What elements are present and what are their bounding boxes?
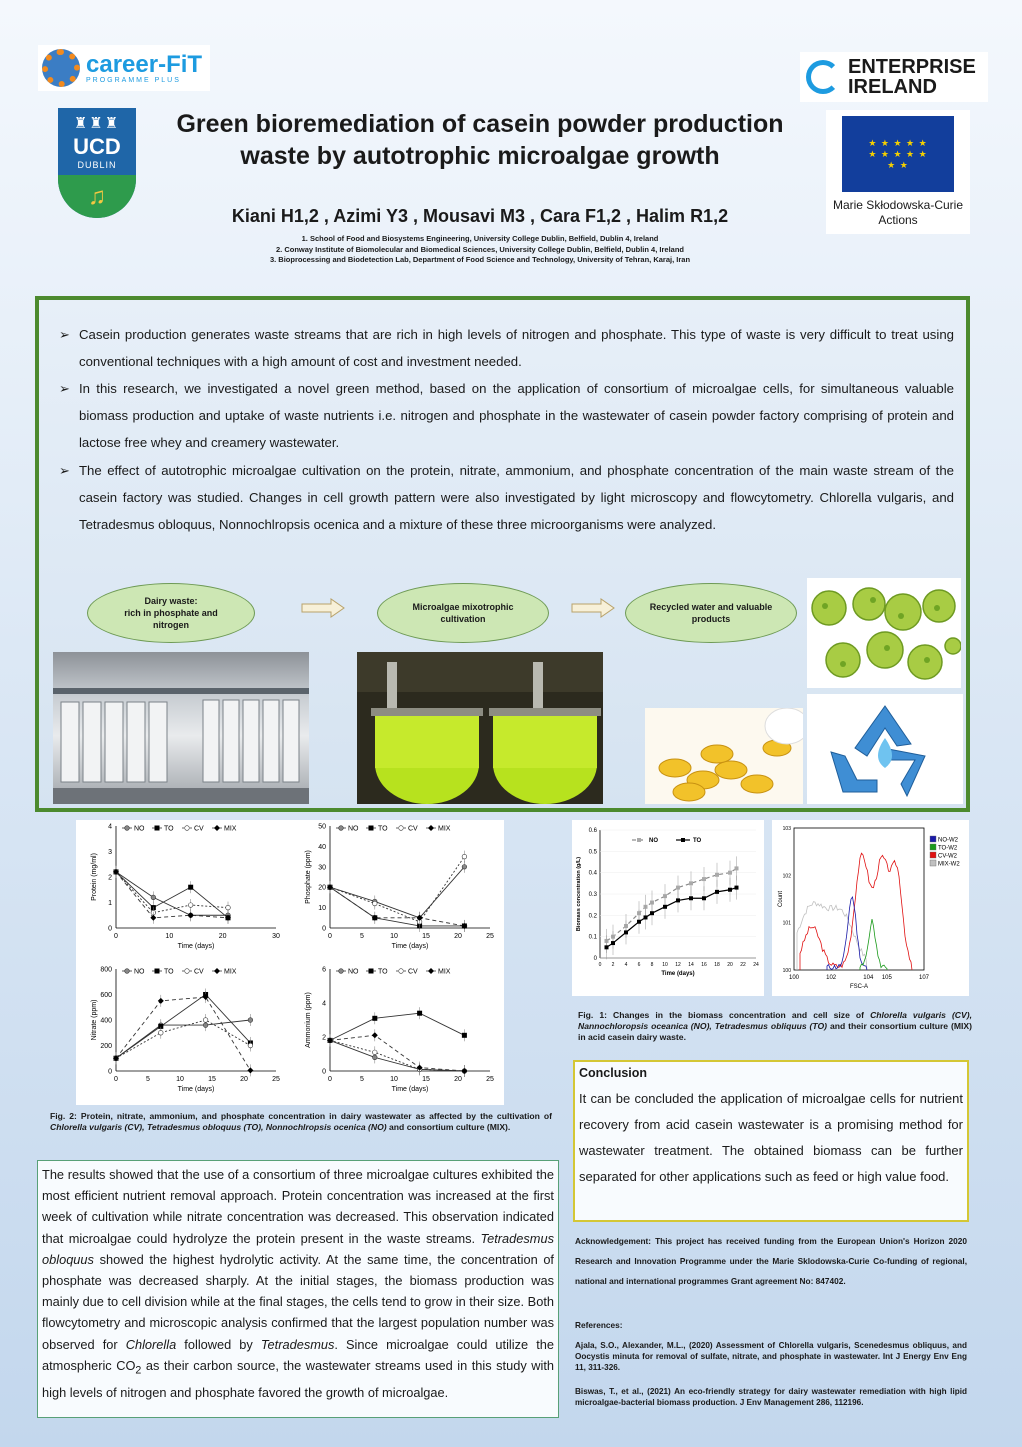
legend-marker-NO <box>125 969 130 974</box>
y-tick-label: 0.4 <box>588 870 597 877</box>
y-tick-label: 2 <box>108 874 112 882</box>
x-tick-label: 0 <box>114 1076 118 1083</box>
y-tick-label: 30 <box>318 864 326 872</box>
legend-marker-MIX <box>428 968 434 974</box>
x-axis-label: Time (days) <box>177 1086 215 1093</box>
y-tick-label: 20 <box>318 884 326 892</box>
y-tick-label: 100 <box>782 968 791 974</box>
references-heading: References: <box>575 1320 623 1330</box>
legend-label-CV: CV <box>408 825 418 833</box>
legend-swatch-MIX-W2 <box>930 860 936 866</box>
y-tick-label: 600 <box>100 992 112 999</box>
series-line-CV <box>116 1020 250 1058</box>
legend-marker-NO <box>637 838 641 842</box>
legend-label-TO-W2: TO-W2 <box>938 845 958 852</box>
affiliation-2: 2. Conway Institute of Biomolecular and Biomedical Sciences, University College Dublin, Belfield, Dublin 4, Ireland <box>275 244 684 254</box>
conclusion-body: It can be concluded the application of microalgae cells for nutrient recovery from acid casein wastewater is a promising method for wastewater treatment. The obtained biomass can be further separated for other applications such as feed or high value food. <box>579 1091 963 1184</box>
x-tick-label: 104 <box>863 975 874 981</box>
series-line-CV <box>330 1040 464 1071</box>
y-axis-label: Nitrate (ppm) <box>91 999 98 1041</box>
flow-step-dairy-waste: Dairy waste: rich in phosphate and nitrogen <box>87 583 255 643</box>
x-tick-label: 20 <box>218 933 227 940</box>
x-axis-label: Time (days) <box>391 943 429 950</box>
castle-icon: ♜♜♜ <box>73 115 121 132</box>
career-fit-logo <box>38 45 210 91</box>
histogram-CV-W2 <box>800 853 912 970</box>
legend-marker-CV <box>185 969 190 974</box>
x-tick-label: 30 <box>272 933 280 940</box>
ucd-city: DUBLIN <box>77 160 117 170</box>
affiliations <box>150 234 810 266</box>
y-tick-label: 50 <box>318 823 326 831</box>
x-tick-label: 10 <box>662 962 668 968</box>
series-line-TO <box>116 995 250 1059</box>
data-point-TO <box>715 890 719 894</box>
series-line-MIX <box>116 872 228 918</box>
x-tick-label: 20 <box>727 962 733 968</box>
data-point-NO <box>728 871 732 875</box>
y-tick-label: 400 <box>100 1017 112 1025</box>
legend-marker-CV <box>399 969 404 974</box>
y-tick-label: 0.2 <box>588 913 597 920</box>
msca-label-1: Marie Skłodowska-Curie <box>832 198 964 212</box>
y-tick-label: 0.1 <box>588 934 597 941</box>
nitrate-chart <box>76 963 290 1105</box>
ucd-crest-logo <box>58 108 136 218</box>
intro-bullet-2: ➢ In this research, we investigated a novel green method, based on the application of consortium of microalgae cells, for simultaneous valuable biomass production and uptake of waste nutrients i.e. nitrogen and phosphate in the wastewater of casein powder factory comprising of protein and lactose free whey and creamery wastewater. <box>59 375 954 456</box>
x-tick-label: 20 <box>454 933 462 940</box>
x-tick-label: 25 <box>486 1076 494 1083</box>
harp-icon: ♫ <box>58 175 136 218</box>
intro-bullet-3: ➢ The effect of autotrophic microalgae cultivation on the protein, nitrate, ammonium, and phosphate concentration of the main waste stream of the casein factory was studied. Changes in cell growth pattern were also investigated by light microscopy and flowcytometry. Chlorella vulgaris, and Tetradesmus obloquus, Nonnochlropsis ocenica and a mixture of these three microorganisms were analyzed. <box>59 457 954 538</box>
data-point-TO <box>417 1011 422 1016</box>
y-axis-label: Protein (mg/ml) <box>91 853 98 901</box>
figure-2-charts <box>76 820 504 1105</box>
data-point-TO <box>735 886 739 890</box>
x-tick-label: 25 <box>486 933 494 940</box>
career-fit-subtitle: PROGRAMME PLUS <box>86 76 181 84</box>
y-tick-label: 40 <box>318 843 326 851</box>
legend-label-NO: NO <box>649 838 658 844</box>
y-tick-label: 0 <box>593 956 597 962</box>
y-axis-label: Ammonium (ppm) <box>305 992 312 1048</box>
data-point-CV <box>248 1043 253 1048</box>
x-tick-label: 5 <box>360 1076 364 1083</box>
histogram-TO-W2 <box>860 919 887 970</box>
legend-label-MIX-W2: MIX-W2 <box>938 861 960 868</box>
x-tick-label: 0 <box>328 1076 332 1083</box>
y-tick-label: 2 <box>322 1034 326 1042</box>
capsules-photo <box>645 708 803 804</box>
eu-flag-icon: ★ ★ ★ ★ ★ ★ ★ ★ ★ ★ ★ ★ <box>842 116 954 192</box>
x-tick-label: 5 <box>146 1076 150 1083</box>
reference-1: Ajala, S.O., Alexander, M.L., (2020) Assessment of Chlorella vulgaris, Scenedesmus obliquus, and Oocystis minuta for removal of sulfate, nitrate, and phosphate in wastewater. Int J Energy Env Eng 11, 311-326. <box>575 1341 967 1372</box>
x-tick-label: 105 <box>881 975 892 981</box>
data-point-NO <box>735 866 739 870</box>
data-point-MIX <box>247 1067 253 1073</box>
x-tick-label: 25 <box>272 1076 280 1083</box>
x-tick-label: 6 <box>637 962 641 968</box>
microalgae-cells-photo <box>807 578 961 688</box>
series-line-MIX <box>330 887 464 926</box>
legend-label-CV: CV <box>408 968 418 976</box>
series-line-NO <box>116 1020 250 1058</box>
data-point-TO <box>702 896 706 900</box>
protein-chart <box>76 820 290 962</box>
data-point-CV <box>188 903 193 908</box>
recycle-photo <box>807 694 963 804</box>
capsules-icon <box>645 708 803 804</box>
legend-swatch-TO-W2 <box>930 844 936 850</box>
legend-marker-TO <box>155 969 160 974</box>
flow-step-products: Recycled water and valuable products <box>625 583 797 643</box>
x-tick-label: 22 <box>740 962 746 968</box>
reference-2: Biswas, T., et al., (2021) An eco-friendly strategy for dairy wastewater remediation with high lipid microalgae-bacterial biomass production. J Env Management 286, 112196. <box>575 1387 967 1407</box>
conclusion-panel <box>573 1060 969 1222</box>
x-tick-label: 15 <box>422 1076 430 1083</box>
x-tick-label: 0 <box>114 933 118 940</box>
flowcytometry-chart <box>772 820 969 996</box>
legend-marker-TO <box>369 826 374 831</box>
arrow-right-icon <box>301 598 345 618</box>
y-tick-label: 1 <box>108 900 112 907</box>
y-tick-label: 3 <box>108 849 112 856</box>
x-tick-label: 10 <box>390 933 398 940</box>
legend-label-NO: NO <box>348 968 359 976</box>
swirl-icon <box>806 60 840 94</box>
x-tick-label: 10 <box>390 1076 398 1083</box>
y-tick-label: 4 <box>322 1000 326 1008</box>
introduction-panel <box>35 296 970 812</box>
legend-label-NO: NO <box>134 968 145 976</box>
data-point-NO <box>462 865 467 870</box>
intro-bullet-1: ➢ Casein production generates waste streams that are rich in high levels of nitrogen and phosphate. This type of waste is very difficult to treat using conventional techniques with a high amount of cost and investment needed. <box>59 321 954 375</box>
title-line-2: waste by autotrophic microalgae growth <box>240 142 720 170</box>
flowcytometry-chart-box <box>772 820 969 996</box>
x-tick-label: 15 <box>422 933 430 940</box>
gear-icon <box>42 49 80 87</box>
y-axis-label: Phosphate (ppm) <box>305 850 312 904</box>
legend-label-TO: TO <box>378 968 388 976</box>
data-point-NO <box>715 873 719 877</box>
flow-step-cultivation: Microalgae mixotrophic cultivation <box>377 583 549 643</box>
x-tick-label: 16 <box>701 962 707 968</box>
data-point-TO <box>650 911 654 915</box>
y-tick-label: 102 <box>782 873 791 880</box>
y-tick-label: 800 <box>100 966 112 974</box>
legend-marker-MIX <box>428 825 434 831</box>
x-axis-label: FSC-A <box>850 984 868 990</box>
legend-label-NO-W2: NO-W2 <box>938 837 958 844</box>
series-line-NO <box>116 872 228 915</box>
legend-marker-NO <box>339 969 344 974</box>
data-point-CV <box>203 1018 208 1023</box>
data-point-TO <box>605 945 609 949</box>
data-point-MIX <box>158 998 164 1004</box>
legend-label-CV: CV <box>194 825 204 833</box>
legend-label-TO: TO <box>693 838 702 844</box>
poster-title <box>150 108 810 172</box>
msca-logo <box>826 110 970 234</box>
x-tick-label: 0 <box>328 933 332 940</box>
x-tick-label: 24 <box>753 962 759 968</box>
x-tick-label: 0 <box>598 962 602 968</box>
msca-label-2: Actions <box>878 213 918 227</box>
results-panel: The results showed that the use of a consortium of three microalgae cultures exhibited the most efficient nutrient removal approach. Protein concentration was increased at the first week of cultivation while nitrate concentration was decreased. This observation indicated that microalgae could hydrolyze the protein present in the waste streams. Tetradesmus obloquus showed the highest hydrolytic activity. At the same time, the concentration of phosphate was decreased sharply. At the initial stages, the biomass production was mainly due to cell division while at the final stages, the cells tend to grow in their size. Both flowcytometry and microscopic analysis confirmed that the largest population number was observed for Chlorella followed by Tetradesmus. Since microalgae could utilize the atmospheric $CO_2$ as their carbon source, the wastewater streams used in this study with high levels of nitrogen and phosphate favored the growth of microalgae. <box>37 1160 559 1418</box>
legend-label-MIX: MIX <box>438 968 451 976</box>
ammonium-chart <box>290 963 504 1105</box>
data-point-TO <box>728 888 732 892</box>
x-tick-label: 20 <box>240 1076 248 1083</box>
arrow-right-icon <box>571 598 615 618</box>
algae-cells-icon <box>807 578 961 688</box>
x-axis-label: Time (days) <box>661 971 695 977</box>
histogram-MIX-W2 <box>797 902 867 970</box>
y-tick-label: 0 <box>322 1068 326 1076</box>
y-axis-label: Count <box>778 890 784 908</box>
data-point-CV <box>159 1030 164 1035</box>
x-tick-label: 15 <box>208 1076 216 1083</box>
y-tick-label: 0 <box>108 925 112 933</box>
y-tick-label: 101 <box>782 920 791 927</box>
biomass-chart <box>572 820 764 996</box>
data-point-CV <box>462 854 467 859</box>
legend-label-TO: TO <box>164 968 174 976</box>
x-tick-label: 107 <box>918 975 930 981</box>
figure-1-caption: Fig. 1: Changes in the biomass concentration and cell size of Chlorella vulgaris (CV), Nannochloropsis oceanica (NO), Tetradesmus obliquus (TO) and their consortium culture (MIX) in acid casein dairy waste. <box>578 1010 972 1042</box>
x-tick-label: 4 <box>624 962 628 968</box>
data-point-TO <box>689 896 693 900</box>
legend-label-NO: NO <box>348 825 359 833</box>
y-tick-label: 0.3 <box>588 892 597 898</box>
data-point-TO <box>611 941 615 945</box>
series-line-NO <box>330 867 464 918</box>
data-point-TO <box>663 905 667 909</box>
y-axis-label: Biomass concentration (g/L) <box>576 856 582 932</box>
factory-photo <box>53 652 309 804</box>
legend-label-TO: TO <box>164 825 174 833</box>
legend-marker-CV <box>185 826 190 831</box>
legend-marker-NO <box>125 826 130 831</box>
enterprise-ireland-logo <box>800 52 988 102</box>
affiliation-3: 3. Bioprocessing and Biodetection Lab, Department of Food Science and Technology, University of Tehran, Karaj, Iran <box>269 255 691 264</box>
legend-swatch-CV-W2 <box>930 852 936 858</box>
x-axis-label: Time (days) <box>177 943 215 950</box>
legend-marker-NO <box>339 826 344 831</box>
legend-label-MIX: MIX <box>438 825 451 833</box>
ei-line1: ENTERPRISE <box>848 56 976 78</box>
legend-marker-CV <box>399 826 404 831</box>
data-point-TO <box>624 930 628 934</box>
data-point-NO <box>702 877 706 881</box>
data-point-TO <box>188 885 193 890</box>
x-tick-label: 14 <box>688 962 694 968</box>
data-point-TO <box>637 920 641 924</box>
data-point-TO <box>644 915 648 919</box>
legend-swatch-NO-W2 <box>930 836 936 842</box>
legend-label-NO: NO <box>134 825 145 833</box>
x-tick-label: 18 <box>714 962 720 968</box>
recycle-water-icon <box>807 694 963 804</box>
series-line-TO <box>330 1013 464 1040</box>
series-line-MIX <box>116 997 250 1070</box>
conclusion-heading: Conclusion <box>579 1066 648 1080</box>
x-tick-label: 20 <box>454 1076 462 1083</box>
data-point-NO <box>689 881 693 885</box>
data-point-TO <box>372 1016 377 1021</box>
y-tick-label: 0.6 <box>588 828 597 834</box>
series-line-TO <box>330 887 464 926</box>
data-point-NO <box>248 1018 253 1023</box>
data-point-TO <box>676 898 680 902</box>
legend-marker-TO <box>369 969 374 974</box>
y-tick-label: 4 <box>108 823 112 831</box>
legend-marker-TO <box>681 838 685 842</box>
x-tick-label: 2 <box>611 962 615 968</box>
data-point-CV <box>226 905 231 910</box>
x-tick-label: 8 <box>650 962 654 968</box>
legend-label-MIX: MIX <box>224 825 237 833</box>
y-tick-label: 10 <box>318 905 326 913</box>
x-tick-label: 102 <box>826 975 837 981</box>
ei-line2: IRELAND <box>848 76 937 98</box>
legend-label-CV-W2: CV-W2 <box>938 853 958 860</box>
y-tick-label: 0 <box>108 1068 112 1076</box>
data-point-CV <box>373 1050 378 1055</box>
legend-label-TO: TO <box>378 825 388 833</box>
histogram-NO-W2 <box>827 897 867 970</box>
data-point-MIX <box>188 912 194 918</box>
y-tick-label: 0 <box>322 925 326 933</box>
x-tick-label: 100 <box>788 975 800 981</box>
authors: Kiani H1,2 , Azimi Y3 , Mousavi M3 , Cara F1,2 , Halim R1,2 <box>231 206 729 226</box>
y-tick-label: 6 <box>322 966 326 974</box>
x-tick-label: 10 <box>165 933 174 940</box>
legend-label-MIX: MIX <box>224 968 237 976</box>
x-tick-label: 10 <box>176 1076 184 1083</box>
factory-tanks-icon <box>53 652 309 804</box>
data-point-CV <box>373 901 378 906</box>
series-line-NO <box>330 1040 464 1071</box>
title-line-1: Green bioremediation of casein powder production <box>176 110 784 138</box>
y-tick-label: 103 <box>782 826 791 832</box>
data-point-MIX <box>372 1032 378 1038</box>
bioreactor-icon <box>357 652 603 804</box>
legend-marker-MIX <box>214 825 220 831</box>
ucd-name: UCD <box>73 134 121 159</box>
figure-2-caption: Fig. 2: Protein, nitrate, ammonium, and phosphate concentration in dairy wastewater as affected by the cultivation of Chlorella vulgaris (CV), Tetradesmus obloquus (TO), Nonnochlropsis ocenica (NO) and consortium culture (MIX). <box>50 1111 552 1132</box>
bioreactor-photo <box>357 652 603 804</box>
affiliation-1: 1. School of Food and Biosystems Engineering, University College Dublin, Belfield, Dublin 4, Ireland <box>301 234 659 243</box>
data-point-MIX <box>461 1068 467 1074</box>
data-point-TO <box>462 1033 467 1038</box>
phosphate-chart <box>290 820 504 962</box>
series-line-TO <box>116 872 228 918</box>
x-axis-label: Time (days) <box>391 1086 429 1093</box>
acknowledgement: Acknowledgement: This project has received funding from the European Union's Horizon 2020 Research and Innovation Programme under the Marie Sklodowska-Curie Co-funding of regional, national and international programmes Grant agreement No: 847402. <box>575 1236 967 1286</box>
x-tick-label: 12 <box>675 962 681 968</box>
data-point-NO <box>151 895 156 900</box>
series-line-MIX <box>330 1035 464 1071</box>
legend-label-CV: CV <box>194 968 204 976</box>
career-fit-name: career-FiT <box>86 50 203 78</box>
biomass-chart-box <box>572 820 764 996</box>
legend-marker-TO <box>155 826 160 831</box>
x-tick-label: 5 <box>360 933 364 940</box>
y-tick-label: 200 <box>100 1043 112 1050</box>
legend-marker-MIX <box>214 968 220 974</box>
y-tick-label: 0.5 <box>588 849 597 856</box>
